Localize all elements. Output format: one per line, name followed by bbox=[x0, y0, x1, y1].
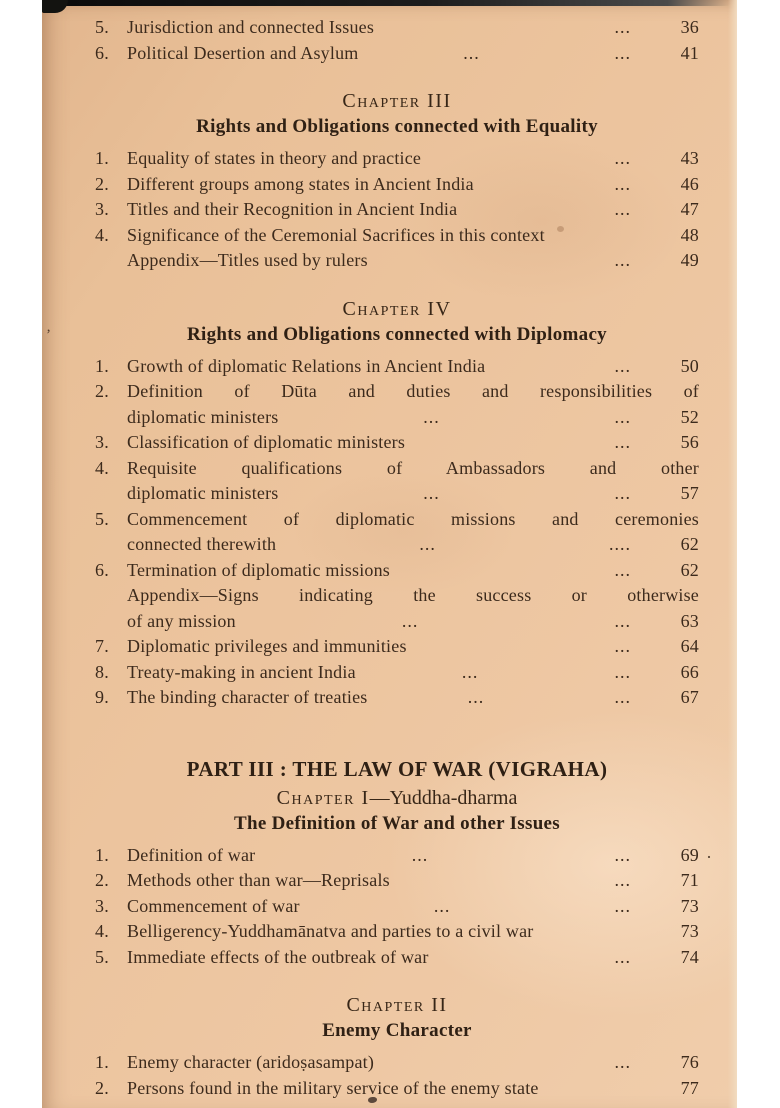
entry-title: Titles and their Recognition in Ancient India bbox=[127, 199, 458, 219]
entry-title: Equality of states in theory and practice bbox=[127, 148, 422, 168]
entry-line bbox=[127, 685, 699, 711]
entry-number: 3. bbox=[95, 199, 109, 219]
toc-entry-row bbox=[95, 405, 699, 431]
chapter-heading bbox=[95, 992, 699, 1018]
entry-title: diplomatic ministers bbox=[127, 406, 279, 427]
page-number: 73 bbox=[680, 921, 700, 941]
toc-entry-row bbox=[95, 583, 699, 609]
entry-line bbox=[127, 507, 699, 533]
leader-dots: ... bbox=[614, 870, 632, 890]
page-number: 76 bbox=[680, 1052, 700, 1072]
entry-number: 5. bbox=[95, 508, 109, 529]
page-number: 62 bbox=[680, 559, 700, 580]
section-subtitle: Rights and Obligations connected with Equality bbox=[196, 116, 598, 137]
leader-dots-mid: ... bbox=[419, 534, 436, 554]
page-number: 48 bbox=[680, 224, 699, 245]
toc-entry-row bbox=[95, 354, 699, 380]
leader-dots: ... bbox=[614, 406, 632, 427]
page-number: 77 bbox=[680, 1077, 700, 1098]
entry-title: Treaty-making in ancient India bbox=[127, 661, 356, 682]
page-number: 41 bbox=[680, 42, 700, 63]
entry-number: 1. bbox=[95, 844, 109, 865]
entry-title: Persons found in the military service of the enemy state bbox=[127, 1077, 539, 1098]
entry-line bbox=[127, 15, 699, 41]
page-number: 63 bbox=[680, 610, 700, 631]
toc-entry-row bbox=[95, 430, 699, 456]
entry-line bbox=[127, 1050, 699, 1076]
scan-artifact-fleck bbox=[557, 226, 564, 232]
entry-line bbox=[127, 634, 699, 660]
toc-entry-row bbox=[95, 843, 699, 869]
leader-dots-mid: ... bbox=[467, 687, 485, 707]
leader-dots: ... bbox=[614, 610, 632, 631]
page-number: 56 bbox=[680, 432, 699, 452]
entry-number: 6. bbox=[95, 559, 109, 580]
chapter-label: Chapter IV bbox=[342, 297, 452, 320]
entry-line bbox=[127, 248, 699, 274]
leader-dots: .... bbox=[609, 534, 632, 554]
leader-dots-mid: ... bbox=[411, 844, 429, 865]
page-number: 67 bbox=[680, 687, 699, 707]
leader-dots: ... bbox=[614, 17, 632, 37]
leader-dots: ... bbox=[614, 559, 632, 580]
toc-entry-row bbox=[95, 41, 699, 67]
chapter-heading bbox=[95, 296, 699, 322]
entry-title: Jurisdiction and connected Issues bbox=[127, 17, 375, 37]
entry-line bbox=[127, 1076, 699, 1102]
entry-line bbox=[127, 430, 699, 456]
entry-title: Enemy character (aridoṣasampat) bbox=[127, 1052, 375, 1072]
entry-title: of any mission bbox=[127, 610, 236, 631]
entry-line bbox=[127, 894, 699, 920]
entry-number: 4. bbox=[95, 457, 109, 478]
scan-artifact-speck bbox=[368, 1097, 377, 1103]
entry-title: The binding character of treaties bbox=[127, 687, 368, 707]
page-number: 43 bbox=[680, 148, 700, 168]
entry-line bbox=[127, 354, 699, 380]
page-number: 69 bbox=[680, 844, 699, 865]
toc-entry-row bbox=[95, 685, 699, 711]
toc-entry-row bbox=[95, 379, 699, 405]
toc-entry-row bbox=[95, 634, 699, 660]
leader-dots-mid: ... bbox=[433, 895, 451, 916]
toc-entry-row bbox=[95, 945, 699, 971]
toc-entry-row bbox=[95, 197, 699, 223]
entry-line bbox=[127, 456, 699, 482]
page-number: 49 bbox=[680, 250, 700, 270]
chapter-heading bbox=[95, 88, 699, 114]
entry-title: Requisite qualifications of Ambassadors and other bbox=[127, 457, 699, 478]
leader-dots: ... bbox=[614, 946, 632, 967]
chapter-label: Chapter I bbox=[276, 786, 370, 809]
leader-dots: ... bbox=[614, 483, 632, 503]
scan-artifact-tick: ’ bbox=[46, 327, 51, 343]
entry-line bbox=[127, 558, 699, 584]
leader-dots-mid: ... bbox=[463, 42, 480, 63]
entry-title: Diplomatic privileges and immunities bbox=[127, 636, 407, 656]
leader-dots-mid: ... bbox=[423, 406, 440, 427]
toc-entry-row bbox=[95, 919, 699, 945]
leader-dots: ... bbox=[614, 432, 631, 452]
entry-title: Commencement of war bbox=[127, 895, 300, 916]
leader-dots: ... bbox=[614, 636, 631, 656]
toc-entry-row bbox=[95, 223, 699, 249]
leader-dots: ... bbox=[614, 661, 631, 682]
entry-title: Termination of diplomatic missions bbox=[127, 559, 391, 580]
entry-number: 5. bbox=[95, 17, 109, 37]
page-number: 71 bbox=[680, 870, 700, 890]
leader-dots: ... bbox=[614, 844, 631, 865]
entry-line bbox=[127, 609, 699, 635]
toc-entry-row bbox=[95, 146, 699, 172]
entry-title: Definition of Dūta and duties and responsibilities of bbox=[127, 381, 699, 401]
entry-number: 1. bbox=[95, 1052, 109, 1072]
entry-line bbox=[127, 481, 699, 507]
entry-title: Appendix—Signs indicating the success or otherwise bbox=[127, 585, 699, 605]
entry-number: 7. bbox=[95, 636, 109, 656]
leader-dots: ... bbox=[614, 687, 631, 707]
entry-number: 3. bbox=[95, 895, 109, 916]
entry-number: 9. bbox=[95, 687, 109, 707]
section-subtitle: Enemy Character bbox=[322, 1020, 472, 1041]
entry-line bbox=[127, 919, 699, 945]
page-number: 50 bbox=[680, 355, 699, 376]
page-number: 62 bbox=[680, 534, 700, 554]
entry-number: 2. bbox=[95, 173, 109, 194]
entry-line bbox=[127, 868, 699, 894]
entry-title: Different groups among states in Ancient India bbox=[127, 173, 474, 194]
entry-line bbox=[127, 583, 699, 609]
entry-number: 5. bbox=[95, 946, 109, 967]
entry-title: Methods other than war—Reprisals bbox=[127, 870, 390, 890]
leader-dots-mid: ... bbox=[401, 610, 419, 631]
entry-number: 2. bbox=[95, 1077, 109, 1098]
toc-entry-row bbox=[95, 1076, 699, 1102]
leader-dots: ... bbox=[614, 173, 632, 194]
section-subtitle: Rights and Obligations connected with Diplomacy bbox=[186, 323, 607, 345]
entry-number: 1. bbox=[95, 148, 109, 168]
toc-entry-row bbox=[95, 456, 699, 482]
section-subtitle: The Definition of War and other Issues bbox=[233, 812, 560, 834]
entry-title: Belligerency-Yuddhamānatva and parties to a civil war bbox=[127, 921, 534, 941]
leader-dots-mid: ... bbox=[423, 483, 440, 503]
entry-title: Commencement of diplomatic missions and ceremonies bbox=[127, 508, 699, 529]
page-number: 74 bbox=[680, 946, 700, 967]
chapter-label: Chapter III bbox=[342, 90, 452, 112]
leader-dots: ... bbox=[614, 199, 632, 219]
chapter-heading bbox=[95, 785, 699, 811]
toc-entry-row bbox=[95, 609, 699, 635]
entry-title: Significance of the Ceremonial Sacrifices in this context bbox=[127, 224, 545, 245]
part-heading: PART III : THE LAW OF WAR (VIGRAHA) bbox=[186, 756, 608, 781]
entry-title: Immediate effects of the outbreak of war bbox=[127, 946, 429, 967]
toc-entry-row bbox=[95, 660, 699, 686]
leader-dots: ... bbox=[614, 895, 631, 916]
book-page bbox=[42, 0, 737, 1108]
toc-entry-row bbox=[95, 248, 699, 274]
entry-title: Growth of diplomatic Relations in Ancient India bbox=[127, 355, 486, 376]
entry-number: 3. bbox=[95, 432, 109, 452]
toc-entry-row bbox=[95, 15, 699, 41]
toc-content bbox=[42, 0, 737, 1101]
toc-entry-row bbox=[95, 894, 699, 920]
entry-title: connected therewith bbox=[127, 534, 277, 554]
entry-number: 8. bbox=[95, 661, 109, 682]
entry-title: diplomatic ministers bbox=[127, 483, 279, 503]
entry-number: 4. bbox=[95, 224, 109, 245]
toc-entry-row bbox=[95, 481, 699, 507]
entry-title: Appendix—Titles used by rulers bbox=[127, 250, 368, 270]
toc-entry-row bbox=[95, 172, 699, 198]
page-number: 47 bbox=[680, 199, 700, 219]
entry-number: 2. bbox=[95, 381, 109, 401]
entry-line bbox=[127, 843, 699, 869]
leader-dots: ... bbox=[614, 148, 632, 168]
leader-dots: ... bbox=[614, 1052, 632, 1072]
entry-title: Political Desertion and Asylum bbox=[127, 42, 359, 63]
entry-line bbox=[127, 172, 699, 198]
page-number: 66 bbox=[680, 661, 699, 682]
entry-line bbox=[127, 146, 699, 172]
leader-dots: ... bbox=[614, 42, 632, 63]
entry-number: 2. bbox=[95, 870, 109, 890]
entry-line bbox=[127, 532, 699, 558]
chapter-label: Chapter II bbox=[346, 994, 448, 1016]
page-number: 73 bbox=[680, 895, 699, 916]
toc-entry-row bbox=[95, 1050, 699, 1076]
page-number: 57 bbox=[680, 483, 700, 503]
entry-number: 6. bbox=[95, 42, 109, 63]
leader-dots: ... bbox=[614, 355, 631, 376]
entry-number: 4. bbox=[95, 921, 109, 941]
page-number: 46 bbox=[680, 173, 700, 194]
chapter-suffix: —Yuddha-dharma bbox=[369, 786, 518, 809]
entry-title: Definition of war bbox=[127, 844, 256, 865]
entry-line bbox=[127, 223, 699, 249]
page-number: 36 bbox=[680, 17, 700, 37]
entry-line bbox=[127, 41, 699, 67]
entry-title: Classification of diplomatic ministers bbox=[127, 432, 406, 452]
leader-dots-mid: ... bbox=[461, 661, 479, 682]
toc-entry-row bbox=[95, 558, 699, 584]
leader-dots: ... bbox=[614, 250, 632, 270]
entry-line bbox=[127, 379, 699, 405]
toc-entry-row bbox=[95, 507, 699, 533]
entry-line bbox=[127, 945, 699, 971]
entry-line bbox=[127, 197, 699, 223]
toc-entry-row bbox=[95, 532, 699, 558]
page-number: 52 bbox=[680, 406, 700, 427]
scan-artifact-dot: · bbox=[706, 847, 712, 867]
entry-line bbox=[127, 660, 699, 686]
entry-number: 1. bbox=[95, 355, 109, 376]
page-number: 64 bbox=[680, 636, 699, 656]
entry-line bbox=[127, 405, 699, 431]
toc-entry-row bbox=[95, 868, 699, 894]
